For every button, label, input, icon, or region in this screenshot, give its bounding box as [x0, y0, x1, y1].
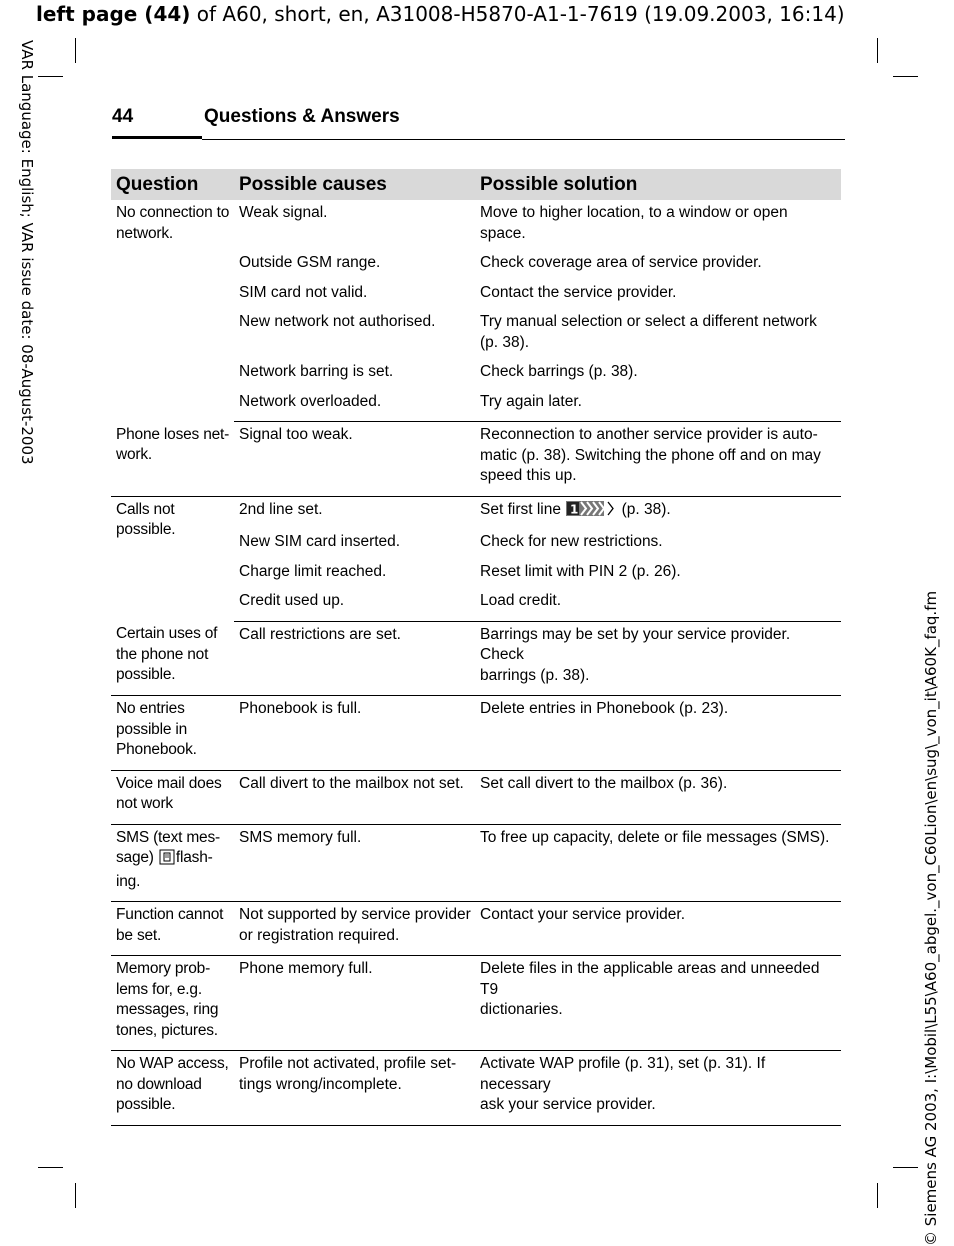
cause-cell: Phonebook is full. [234, 696, 475, 771]
solution-cell [475, 1051, 841, 1126]
text-line: be set. [116, 926, 162, 944]
text-line: dictionaries. [480, 1001, 563, 1018]
cause-cell: Credit used up. [234, 591, 475, 621]
solution-cell: Try again later. [475, 392, 841, 422]
right-margin-note [918, 524, 952, 1246]
text-line: sage) [116, 849, 154, 866]
crop-mark [893, 1167, 918, 1168]
text-line: matic (p. 38). Switching the phone off and on may [480, 446, 821, 464]
text-line: SMS (text mes- [116, 828, 220, 846]
text-line: Barrings may be set by your service provider. Check [480, 625, 791, 663]
table-row [111, 770, 841, 824]
text-line: No connection to [116, 204, 230, 221]
cause-cell: Outside GSM range. [239, 254, 381, 271]
right-margin-text: © Siemens AG 2003, I:\Mobil\L55\A60_abgel._von_C60Lion\en\sug\_von_it\A60K_faq.fm [922, 590, 940, 1246]
question-cell [111, 1051, 234, 1126]
crop-mark [75, 1183, 76, 1208]
table-row [111, 902, 841, 956]
column-header-question: Question [111, 169, 234, 200]
cause-cell: Network barring is set. [239, 363, 394, 380]
text-line: flash- [175, 849, 213, 866]
cause-cell: New network not authorised. [239, 313, 436, 330]
cause-cell: Network overloaded. [234, 392, 475, 422]
line-1-arrows-icon [566, 500, 616, 524]
table-row [111, 200, 841, 253]
table-row [111, 824, 841, 902]
solution-cell: Set call divert to the mailbox (p. 36). [475, 770, 841, 824]
text-line: barrings (p. 38). [480, 666, 590, 684]
text-line: Not supported by service provider [239, 906, 471, 923]
crop-mark [877, 38, 878, 63]
solution-cell [475, 621, 841, 696]
solution-cell: Move to higher location, to a window or open space. [480, 204, 788, 242]
question-cell [111, 956, 234, 1051]
solution-cell: Delete entries in Phonebook (p. 23). [475, 696, 841, 771]
question-cell [111, 696, 234, 771]
solution-cell: Contact the service provider. [480, 283, 677, 301]
solution-cell: Check coverage area of service provider. [480, 254, 762, 271]
crop-mark [877, 1183, 878, 1208]
solution-cell [475, 422, 841, 497]
text-line: work. [116, 446, 153, 463]
text-line: (p. 38). [621, 500, 671, 518]
text-line: ask your service provider. [480, 1096, 656, 1113]
table-row [111, 496, 841, 532]
cause-cell: Phone memory full. [234, 956, 475, 1051]
text-line: (p. 38). [480, 333, 530, 351]
solution-cell [475, 956, 841, 1051]
solution-cell [475, 496, 841, 532]
table-row [111, 1051, 841, 1126]
text-line: tings wrong/incomplete. [239, 1075, 402, 1093]
question-cell [111, 422, 234, 497]
text-line: No WAP access, [116, 1055, 229, 1072]
cause-cell [234, 902, 475, 956]
text-line: speed this up. [480, 467, 577, 484]
cause-cell: Call restrictions are set. [234, 621, 475, 696]
text-line: Phonebook. [116, 741, 197, 758]
column-header-solution: Possible solution [475, 169, 841, 200]
header-bold-part: left page (44) [36, 2, 191, 26]
cause-cell: Call divert to the mailbox not set. [234, 770, 475, 824]
text-line: Calls not [116, 500, 175, 518]
cause-cell: 2nd line set. [239, 500, 323, 518]
column-header-causes: Possible causes [234, 169, 475, 200]
solution-cell: To free up capacity, delete or file messages (SMS). [475, 824, 841, 902]
crop-mark [75, 38, 76, 63]
text-line: or registration required. [239, 926, 400, 944]
text-line: ing. [116, 872, 141, 890]
header-rest-part: of A60, short, en, A31008-H5870-A1-1-7619 (19.09.2003, 16:14) [190, 2, 845, 26]
solution-cell: Check barrings (p. 38). [480, 363, 638, 380]
cause-cell: Charge limit reached. [239, 562, 387, 580]
crop-mark [893, 76, 918, 77]
left-margin-note [6, 40, 46, 520]
solution-cell: Contact your service provider. [475, 902, 841, 956]
text-line: possible in [116, 720, 188, 738]
cause-cell [234, 1051, 475, 1126]
text-line: possible. [116, 666, 176, 683]
svg-text:1: 1 [570, 502, 579, 516]
text-line: the phone not [116, 645, 209, 663]
question-cell [111, 621, 234, 696]
text-line: Function cannot [116, 906, 224, 923]
left-margin-text: VAR Language: English; VAR issue date: 08-August-2003 [18, 40, 36, 465]
crop-mark [38, 1167, 63, 1168]
cause-cell: SMS memory full. [234, 824, 475, 902]
section-title: Questions & Answers [204, 106, 400, 127]
table-row [111, 422, 841, 497]
text-line: Delete files in the applicable areas and unneeded T9 [480, 960, 820, 998]
heading-rule-thin [202, 139, 845, 140]
page-number: 44 [112, 106, 134, 127]
text-line: Certain uses of [116, 625, 218, 642]
cause-cell: Signal too weak. [234, 422, 475, 497]
table-row [111, 621, 841, 696]
text-line: network. [116, 224, 173, 242]
question-cell [111, 902, 234, 956]
text-line: lems for, e.g. [116, 980, 202, 998]
text-line: messages, ring [116, 1001, 219, 1018]
table-header-row [111, 169, 841, 200]
cause-cell: Weak signal. [239, 204, 328, 221]
cause-cell: New SIM card inserted. [239, 533, 401, 550]
question-cell [111, 770, 234, 824]
cause-cell: SIM card not valid. [239, 283, 368, 301]
question-cell [111, 824, 234, 902]
page-heading [112, 106, 845, 142]
heading-rule-thick [112, 136, 202, 139]
solution-cell [475, 312, 841, 362]
table-row [111, 956, 841, 1051]
text-line: possible. [116, 521, 176, 538]
question-cell [111, 496, 234, 621]
text-line: Set first line [480, 500, 561, 518]
text-line: Phone loses net- [116, 425, 230, 443]
text-line: No entries [116, 700, 185, 717]
text-line: Memory prob- [116, 960, 211, 977]
text-line: possible. [116, 1096, 176, 1113]
text-line: tones, pictures. [116, 1021, 218, 1039]
text-line: Try manual selection or select a different network [480, 313, 817, 330]
faq-table [111, 169, 841, 1126]
question-cell [111, 200, 234, 422]
text-line: no download [116, 1075, 202, 1093]
text-line: Voice mail does [116, 774, 222, 792]
text-line: Activate WAP profile (p. 31), set (p. 31). If necessary [480, 1055, 766, 1093]
document-header-line [36, 2, 845, 26]
text-line: Reconnection to another service provider is auto- [480, 426, 818, 443]
solution-cell: Reset limit with PIN 2 (p. 26). [480, 562, 681, 580]
solution-cell: Load credit. [475, 591, 841, 621]
text-line: Profile not activated, profile set- [239, 1055, 457, 1072]
table-row [111, 696, 841, 771]
solution-cell: Check for new restrictions. [480, 533, 663, 550]
text-line: not work [116, 795, 173, 812]
envelope-sms-icon [159, 849, 175, 872]
